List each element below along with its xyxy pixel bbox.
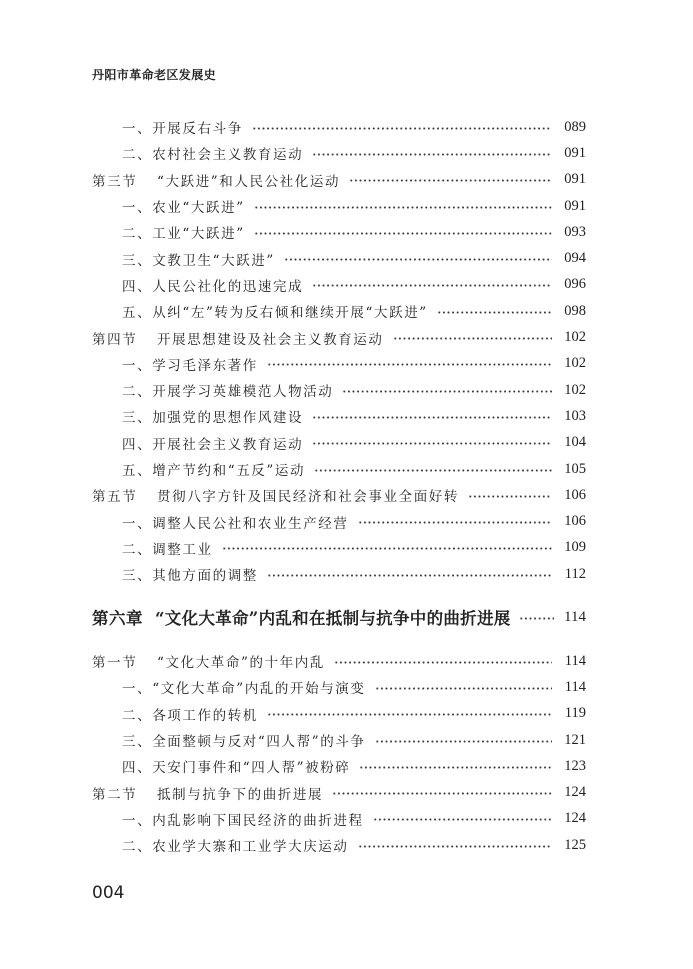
dot-leader — [267, 574, 552, 577]
toc-entry-title: 三、文教卫生“大跃进” — [122, 252, 275, 269]
toc-entry-page: 104 — [564, 434, 586, 451]
dot-leader — [468, 495, 552, 498]
dot-leader — [314, 469, 552, 472]
dot-leader — [393, 337, 553, 340]
toc-entry — [92, 832, 586, 858]
dot-leader — [312, 442, 552, 445]
toc-entry — [92, 701, 586, 727]
toc-entry — [92, 535, 586, 561]
toc-entry-page: 093 — [564, 223, 586, 240]
dot-leader — [254, 232, 552, 235]
toc-entry-page: 102 — [564, 355, 586, 372]
dot-leader — [349, 179, 552, 182]
toc-entry-title: 一、学习毛泽东著作 — [122, 357, 258, 374]
toc-entry — [92, 219, 586, 245]
toc-entry — [92, 140, 586, 166]
toc-entry-page: 121 — [564, 731, 586, 748]
toc-entry-page: 102 — [564, 381, 586, 398]
toc-entry-title: 三、全面整顿与反对“四人帮”的斗争 — [122, 734, 366, 751]
toc-section-label: 第五节 — [92, 489, 138, 506]
toc-entry-page: 125 — [564, 836, 586, 853]
toc-section — [92, 648, 586, 674]
dot-leader — [252, 127, 552, 130]
toc-entry-title: 四、天安门事件和“四人帮”被粉碎 — [122, 760, 351, 777]
toc-section-title: 抵制与抗争下的曲折进展 — [157, 786, 324, 803]
toc-entry-title: 一、调整人民公社和农业生产经营 — [122, 515, 349, 532]
toc-entry-title: 一、农业“大跃进” — [122, 200, 245, 217]
toc-entry — [92, 727, 586, 753]
toc-entry-page: 124 — [564, 784, 586, 801]
toc-entry — [92, 806, 586, 832]
toc-entry — [92, 245, 586, 271]
toc-entry-page: 098 — [564, 302, 586, 319]
toc-section-title: “大跃进”和人民公社化运动 — [157, 173, 341, 190]
toc-list-chapter-six — [92, 648, 586, 858]
toc-section — [92, 167, 586, 193]
toc-section-label: 第三节 — [92, 173, 138, 190]
dot-leader — [284, 258, 552, 261]
toc-section-label: 第二节 — [92, 786, 138, 803]
toc-entry-page: 096 — [564, 276, 586, 293]
toc-entry-page: 094 — [564, 250, 586, 267]
dot-leader — [359, 766, 552, 769]
toc-section-label: 第四节 — [92, 331, 138, 348]
toc-entry-page: 119 — [564, 705, 586, 722]
toc-entry — [92, 272, 586, 298]
toc-entry-title: 一、内乱影响下国民经济的曲折进程 — [122, 812, 364, 829]
dot-leader — [334, 661, 552, 664]
toc-entry-page: 124 — [564, 810, 586, 827]
toc-entry-page: 103 — [564, 407, 586, 424]
toc-entry — [92, 456, 586, 482]
toc-entry-title: 二、工业“大跃进” — [122, 226, 245, 243]
dot-leader — [267, 713, 552, 716]
dot-leader — [312, 284, 552, 287]
toc-entry-title: 五、从纠“左”转为反右倾和继续开展“大跃进” — [122, 305, 428, 322]
toc-entry — [92, 193, 586, 219]
toc-entry — [92, 674, 586, 700]
toc-entry-page: 106 — [564, 486, 586, 503]
dot-leader — [222, 547, 552, 550]
toc-entry-page: 091 — [564, 171, 586, 188]
toc-entry — [92, 561, 586, 587]
toc-entry — [92, 351, 586, 377]
toc-entry-page: 105 — [564, 460, 586, 477]
dot-leader — [254, 206, 552, 209]
toc-entry-page: 109 — [564, 539, 586, 556]
toc-entry-title: 一、“文化大革命”内乱的开始与演变 — [122, 681, 366, 698]
toc-entry-page: 089 — [564, 118, 586, 135]
toc-entry-title: 二、农村社会主义教育运动 — [122, 147, 304, 164]
toc-entry — [92, 377, 586, 403]
toc-entry-title: 二、调整工业 — [122, 541, 213, 558]
dot-leader — [342, 390, 552, 393]
toc-entry-page: 091 — [564, 144, 586, 161]
toc-section-label: 第一节 — [92, 655, 138, 672]
toc-entry-title: 二、农业学大寨和工业学大庆运动 — [122, 839, 349, 856]
toc-entry — [92, 403, 586, 429]
toc-entry-page: 114 — [564, 652, 586, 669]
toc-entry — [92, 430, 586, 456]
toc-entry-title: 一、开展反右斗争 — [122, 121, 243, 138]
dot-leader — [358, 845, 553, 848]
toc-section-title: 贯彻八字方针及国民经济和社会事业全面好转 — [157, 489, 459, 506]
toc-entry-page: 123 — [564, 757, 586, 774]
dot-leader — [312, 153, 552, 156]
toc-entry-title: 二、各项工作的转机 — [122, 707, 258, 724]
toc-chapter-label: 第六章 — [92, 609, 143, 628]
toc-list-continued — [92, 114, 586, 587]
dot-leader — [373, 818, 552, 821]
toc-chapter-title: “文化大革命”内乱和在抵制与抗争中的曲折进展 — [155, 609, 511, 628]
toc-entry — [92, 298, 586, 324]
toc-entry-title: 四、开展社会主义教育运动 — [122, 436, 304, 453]
toc-section-title: 开展思想建设及社会主义教育运动 — [157, 331, 384, 348]
toc-section — [92, 324, 586, 350]
toc-chapter — [92, 601, 586, 633]
toc-entry-page: 102 — [564, 329, 586, 346]
dot-leader — [358, 521, 553, 524]
dot-leader — [437, 311, 552, 314]
toc-entry — [92, 114, 586, 140]
dot-leader — [375, 740, 552, 743]
toc-entry-title: 四、人民公社化的迅速完成 — [122, 278, 304, 295]
toc-entry-title: 三、其他方面的调整 — [122, 568, 258, 585]
toc-chapter-page: 114 — [564, 608, 586, 625]
toc-section — [92, 482, 586, 508]
toc-entry-page: 091 — [564, 197, 586, 214]
dot-leader — [375, 687, 552, 690]
toc-entry-title: 三、加强党的思想作风建设 — [122, 410, 304, 427]
toc-entry — [92, 753, 586, 779]
dot-leader — [312, 416, 552, 419]
dot-leader — [267, 363, 552, 366]
toc-entry-title: 二、开展学习英雄模范人物活动 — [122, 384, 334, 401]
toc-entry-title: 五、增产节约和“五反”运动 — [122, 463, 306, 479]
toc-section — [92, 779, 586, 805]
toc-section-title: “文化大革命”的十年内乱 — [157, 655, 326, 672]
toc-entry-page: 114 — [564, 678, 586, 695]
dot-leader — [519, 617, 554, 620]
toc-entry-page: 106 — [564, 513, 586, 530]
running-head: 丹阳市革命老区发展史 — [92, 68, 217, 82]
toc-entry-page: 112 — [564, 565, 586, 582]
dot-leader — [332, 792, 552, 795]
toc-entry — [92, 508, 586, 534]
page-number: 004 — [92, 883, 125, 903]
